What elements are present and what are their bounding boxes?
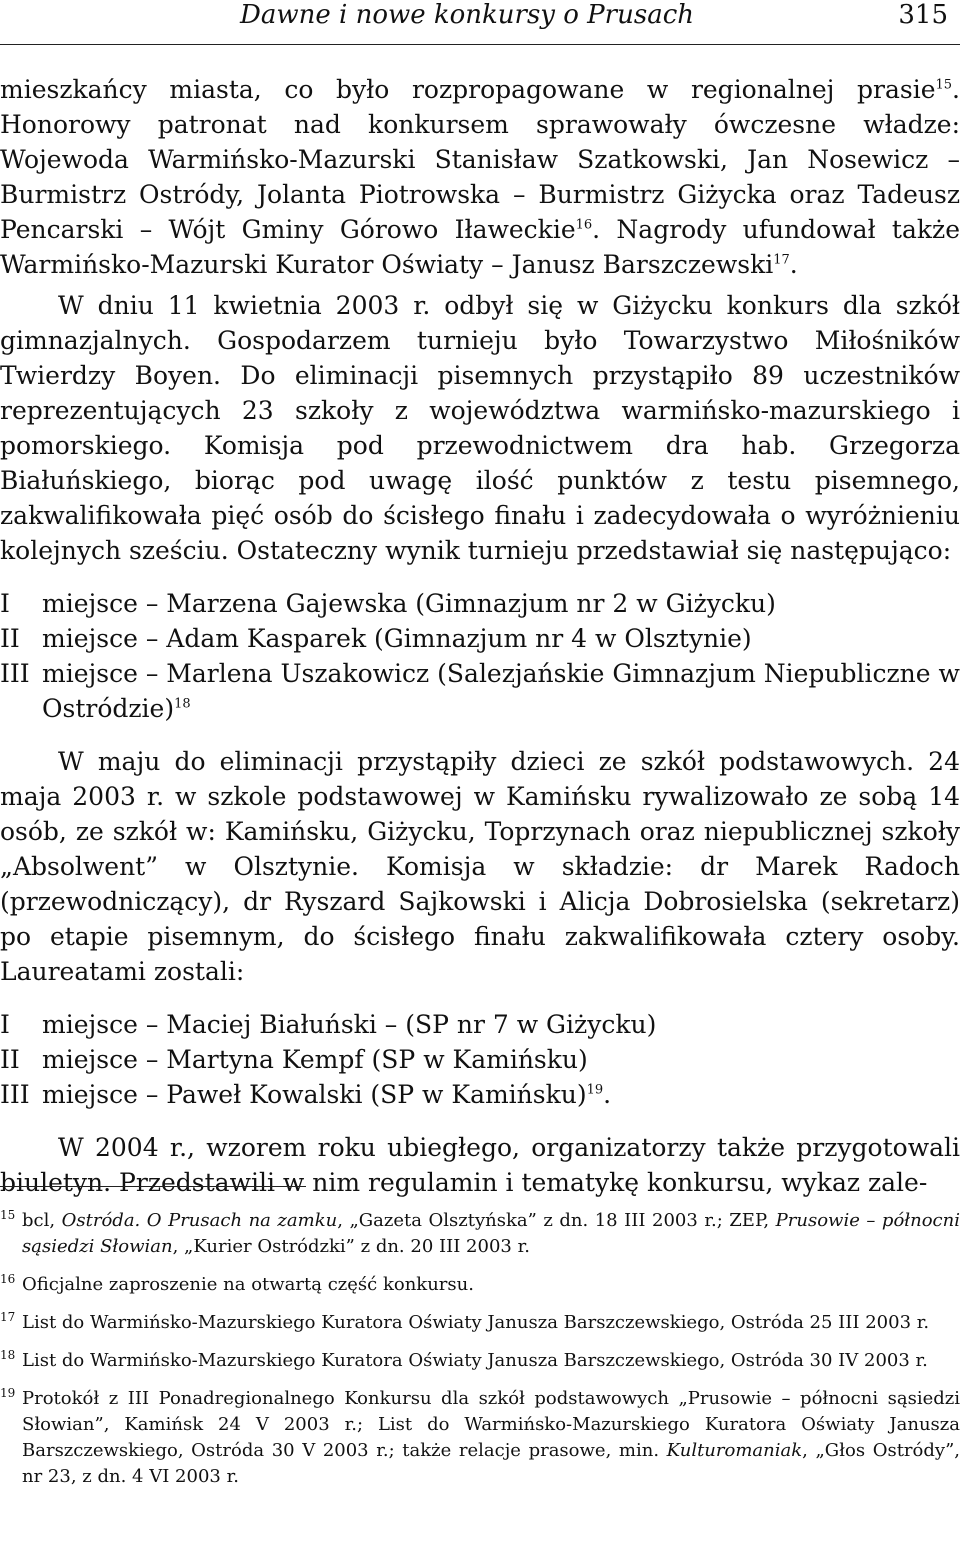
text-run: W maju do eliminacji przystąpiły dzieci ze szkół podstawowych. 24 maja 2003 r. w szkole podstawowej w Kamińsku rywalizowało ze sobą 14 osób, ze szkół w: Kamińsku, Giżycku, Toprzynach oraz niepublicznej szkoły „Absolwent” w Olsztynie. Komisja w składzie: dr Marek Radoch (przewodniczący), dr Ryszard Sajkowski i Alicja Dobrosielska (sekretarz) po etapie pisemnym, do ścisłego finału zakwalifikowała cztery osoby. Laureatami zostali: <box>0 747 960 986</box>
text-run: W dniu 11 kwietnia 2003 r. odbył się w Giżycku konkurs dla szkół gimnazjalnych. Gospodarzem turnieju było Towarzystwo Miłośników Twierdzy Boyen. Do eliminacji pisemnych przystąpiło 89 uczestników reprezentujących 23 szkoły z województwa warmińsko-mazurskiego i pomorskiego. Komisja pod przewodnictwem dra hab. Grzegorza Białuńskiego, biorąc pod uwagę ilość punktów z testu pisemnego, zakwalifikowała pięć osób do ścisłego finału i zadecydowała o wyróżnieniu kolejnych sześciu. Ostateczny wynik turnieju przedstawiał się następująco: <box>0 291 960 565</box>
footnote-ref: 18 <box>174 696 191 712</box>
place-number: I <box>0 1010 10 1039</box>
main-text <box>0 72 960 1206</box>
text-run: miejsce – Maciej Białuński – (SP nr 7 w Giżycku) <box>42 1010 657 1039</box>
footnote-number: 16 <box>0 1272 16 1286</box>
text-run: . Nagrody ufundował także Warmińsko-Mazurski Kurator Oświaty – Janusz Barszczewski <box>0 215 960 279</box>
text-run: Protokół z III Ponadregionalnego Konkursu dla szkół podstawowych „Prusowie – północni sąsiedzi Słowian”, Kamińsk 24 V 2003 r.; List do Warmińsko-Mazurskiego Kuratora Oświaty Janusza Barszczewskiego, Ostróda 30 V 2003 r.; także relacje prasowe, min. <box>22 1388 960 1461</box>
winners-list-podstawowe <box>0 1007 960 1112</box>
paragraph <box>0 1130 960 1200</box>
list-item <box>0 586 960 621</box>
footnote-text <box>22 1310 960 1336</box>
footnote-number: 18 <box>0 1348 16 1362</box>
footnote-number: 19 <box>0 1386 16 1400</box>
footnote-text <box>22 1272 960 1298</box>
place-text <box>42 1077 960 1112</box>
place-text <box>42 1007 960 1042</box>
italic-title: Ostróda. O Prusach na zamku <box>61 1210 338 1231</box>
italic-title: Kulturomaniak <box>666 1440 803 1461</box>
place-text <box>42 1042 960 1077</box>
footnotes <box>0 1208 960 1502</box>
footnote-text <box>22 1348 960 1374</box>
text-run: , „Gazeta Olsztyńska” z dn. 18 III 2003 r.; ZEP, <box>337 1210 776 1231</box>
text-run: Oficjalne zaproszenie na otwartą część konkursu. <box>22 1274 474 1295</box>
footnote-number: 17 <box>0 1310 16 1324</box>
text-run: . Honorowy patronat nad konkursem sprawowały ówczesne władze: Wojewoda Warmińsko-Mazurski Stanisław Szatkowski, Jan Nosewicz – Burmistrz Ostródy, Jolanta Piotrowska – Burmistrz Giżycka oraz Tadeusz Pencarski – Wójt Gminy Górowo Iławeckie <box>0 75 960 244</box>
list-item <box>0 656 960 726</box>
footnote-ref: 19 <box>586 1082 604 1098</box>
place-number: I <box>0 589 10 618</box>
footnote <box>0 1208 960 1260</box>
footnote-ref: 16 <box>575 217 593 233</box>
paragraph <box>0 744 960 989</box>
footnote-ref: 15 <box>935 77 953 93</box>
footnote-number: 15 <box>0 1208 16 1222</box>
footnote <box>0 1386 960 1490</box>
text-run: . <box>603 1080 612 1109</box>
place-number: II <box>0 624 20 653</box>
place-text <box>42 621 960 656</box>
running-header <box>0 0 960 44</box>
footnote-rule <box>0 1186 306 1187</box>
text-run: bcl, <box>22 1210 62 1231</box>
place-text <box>42 656 960 726</box>
text-run: , „Głos Ostródy”, nr 23, z dn. 4 VI 2003 r. <box>22 1440 960 1487</box>
list-item <box>0 1042 960 1077</box>
footnote <box>0 1272 960 1298</box>
header-rule <box>0 44 960 45</box>
list-item <box>0 621 960 656</box>
text-run: List do Warmińsko-Mazurskiego Kuratora Oświaty Janusza Barszczewskiego, Ostróda 25 III 2003 r. <box>22 1312 930 1333</box>
footnote-text <box>22 1208 960 1260</box>
place-text <box>42 586 960 621</box>
paragraph <box>0 288 960 568</box>
running-title: Dawne i nowe konkursy o Prusach <box>240 0 694 30</box>
place-number: II <box>0 1045 20 1074</box>
footnote <box>0 1348 960 1374</box>
text-run: , „Kurier Ostródzki” z dn. 20 III 2003 r. <box>172 1236 530 1257</box>
text-run: W 2004 r., wzorem roku ubiegłego, organizatorzy także przygotowali biuletyn. Przedstawili w nim regulamin i tematykę konkursu, wykaz zale- <box>0 1133 960 1197</box>
text-run: List do Warmińsko-Mazurskiego Kuratora Oświaty Janusza Barszczewskiego, Ostróda 30 IV 2003 r. <box>22 1350 928 1371</box>
list-item <box>0 1007 960 1042</box>
text-run: miejsce – Paweł Kowalski (SP w Kamińsku) <box>42 1080 587 1109</box>
winners-list-gimnazja <box>0 586 960 726</box>
footnote-text <box>22 1386 960 1490</box>
list-item <box>0 1077 960 1112</box>
footnote-ref: 17 <box>773 252 790 268</box>
place-number: III <box>0 1080 30 1109</box>
paragraph <box>0 72 960 282</box>
place-number: III <box>0 659 30 688</box>
text-run: . <box>789 250 798 279</box>
text-run: miejsce – Adam Kasparek (Gimnazjum nr 4 w Olsztynie) <box>42 624 752 653</box>
text-run: miejsce – Marlena Uszakowicz (Salezjańskie Gimnazjum Niepubliczne w Ostródzie) <box>42 659 960 723</box>
text-run: miejsce – Martyna Kempf (SP w Kamińsku) <box>42 1045 588 1074</box>
footnote <box>0 1310 960 1336</box>
text-run: mieszkańcy miasta, co było rozpropagowane w regionalnej prasie <box>0 75 936 104</box>
text-run: miejsce – Marzena Gajewska (Gimnazjum nr 2 w Giżycku) <box>42 589 776 618</box>
italic-title: Prusowie – północni sąsiedzi Słowian <box>22 1210 960 1257</box>
page-number: 315 <box>898 0 948 30</box>
